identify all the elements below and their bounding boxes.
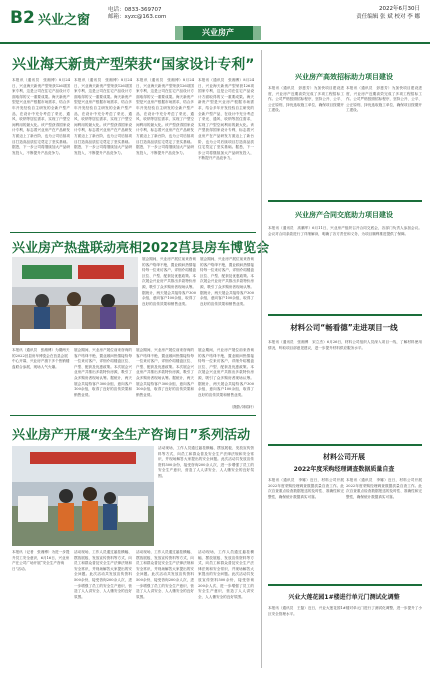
article1-title: 兴业海天新贵产型荣获“国家设计专利” bbox=[12, 57, 255, 73]
right-t1-col1: 本报讯（通讯员 彭惠芳）为加快项目建设进度，兴业房产近期高效完成了多项工程招标工作。公司严格按照招标程序，坚持公开、公平、公正原则，择优选取施工单位，确保项目按期开工建设。 bbox=[268, 86, 344, 113]
section-bar bbox=[268, 314, 422, 316]
article2-col4: 展会期间，兴业房产展位前来咨询的客户络绎不绝，置业顾问热情接待每一位来访客户，详细介绍楼盘区位、户型、配套及优惠政策。本次展会兴业房产共推出多款特价房源，吸引了众多购房者现场认筹。据统计，两天展会共接待客户300余组，意向客户100余组，取得了良好的宣传效果和销售业绩。 bbox=[74, 348, 132, 397]
right-t3: 本报讯（通讯员 张湘博 宋立杰）6月26日，材料公司组织人员深入项目一线，了解材料使用情况，听取项目部意见建议，进一步提升材料供应服务水平。 bbox=[268, 340, 422, 350]
right-t1-col2: 本报讯（通讯员 彭惠芳）为加快项目建设进度，兴业房产近期高效完成了多项工程招标工作。公司严格按照招标程序，坚持公开、公平、公正原则，择优选取施工单位，确保项目按期开工建设。 bbox=[346, 86, 422, 113]
contact-info bbox=[108, 7, 166, 21]
section-bar bbox=[268, 584, 422, 586]
section-title: 兴业之窗 bbox=[38, 13, 91, 28]
banner-decoration-right bbox=[253, 26, 261, 40]
right-h2: 兴业房产合同交底助力项目建设 bbox=[295, 211, 393, 219]
article3-title: 兴业房产开展“安全生产咨询日”系列活动 bbox=[12, 428, 251, 443]
article1-col3: 本报讯（通讯员 张湘博）8月24日，兴业海天新贵产型荣获126项国家专利，这是公司在住宅产品设计方面取得的又一重要成果。海天新贵产型是兴业房产根据市场需求，结合多年开发经验自主研发的全新户型产品，在设计中充分考虑了采光、通风、收纳等居住需求，实现了户型空间利用的最大化。该产型获得国家设计专利，标志着兴业房产在产品研发方面迈上了新台阶，也为公司后续项目打造高品质住宅奠定了坚实基础。据悉，下一步公司将继续加大产品研发投入，不断提升产品竞争力。 bbox=[136, 78, 194, 155]
article2-title: 兴业房产热盘联动亮相2022莒县房车博览会 bbox=[12, 241, 270, 256]
article2-col6: 展会期间，兴业房产展位前来咨询的客户络绎不绝，置业顾问热情接待每一位来访客户，详细介绍楼盘区位、户型、配套及优惠政策。本次展会兴业房产共推出多款特价房源，吸引了众多购房者现场认筹。据统计，两天展会共接待客户300余组，意向客户100余组，取得了良好的宣传效果和销售业绩。 bbox=[198, 348, 254, 397]
right-t4-col2: 本报讯（通讯员 李娜）近日，材料公司开展2022年度采购经理调查数据质量自查工作。此次自查重点检查数据报送的及时性、准确性和完整性，确保统计数据真实可靠。 bbox=[346, 478, 422, 499]
section-banner: 兴业房产 bbox=[183, 26, 253, 40]
page-number: B2 bbox=[10, 8, 35, 28]
article2-caption: 本报讯（通讯员 张湘博）为期两天的2022莒县房车博览会在莒县会展中心开幕，兴业房产旗下多个热销楼盘联合参展，现场人气火爆。 bbox=[12, 348, 70, 369]
date-info bbox=[356, 5, 420, 21]
article2-col2: 展会期间，兴业房产展位前来咨询的客户络绎不绝，置业顾问热情接待每一位来访客户，详细介绍楼盘区位、户型、配套及优惠政策。本次展会兴业房产共推出多款特价房源，吸引了众多购房者现场认筹。据统计，两天展会共接待客户300余组，意向客户100余组，取得了良好的宣传效果和销售业绩。 bbox=[142, 257, 196, 306]
divider bbox=[10, 232, 256, 233]
right-t4-col1: 本报讯（通讯员 李娜）近日，材料公司开展2022年度采购经理调查数据质量自查工作。此次自查重点检查数据报送的及时性、准确性和完整性，确保统计数据真实可靠。 bbox=[268, 478, 344, 499]
right-h3: 材料公司“畅看德”走进项目一线 bbox=[290, 323, 398, 332]
safety-event-photo bbox=[12, 446, 154, 546]
article3-col2: 活动现场，工作人员通过悬挂横幅、摆放展板、发放宣传资料等方式，向员工和群众普及安全生产法律法规和安全常识，并现场解答大家提出的安全问题。此次活动共发放宣传资料500余份，接受咨询200余人次，进一步增强了员工的安全生产意识，营造了人人讲安全、人人懂安全的良好氛围。 bbox=[158, 446, 254, 478]
masthead bbox=[0, 0, 430, 44]
right-t2: 本报讯（通讯员 高鹏军）6月11日，兴业房产组织召开合同交底会，各部门负责人参加会议。会议对合同条款进行了详细解读，明确了各方责任和义务，为项目顺利推进提供了保障。 bbox=[268, 226, 422, 236]
right-h5: 兴业大莲花园1#楼进行单元门测试化调整 bbox=[288, 594, 400, 601]
expo-photo bbox=[12, 257, 138, 345]
article1-col2: 本报讯（通讯员 张湘博）8月24日，兴业海天新贵产型荣获126项国家专利，这是公司在住宅产品设计方面取得的又一重要成果。海天新贵产型是兴业房产根据市场需求，结合多年开发经验自主研发的全新户型产品，在设计中充分考虑了采光、通风、收纳等居住需求，实现了户型空间利用的最大化。该产型获得国家设计专利，标志着兴业房产在产品研发方面迈上了新台阶，也为公司后续项目打造高品质住宅奠定了坚实基础。据悉，下一步公司将继续加大产品研发投入，不断提升产品竞争力。 bbox=[74, 78, 132, 155]
photo-credit: （摄影/刘昭轩） bbox=[229, 405, 256, 409]
article1-col1: 本报讯（通讯员 张湘博）8月24日，兴业海天新贵产型荣获126项国家专利，这是公司在住宅产品设计方面取得的又一重要成果。海天新贵产型是兴业房产根据市场需求，结合多年开发经验自主研发的全新户型产品，在设计中充分考虑了采光、通风、收纳等居住需求，实现了户型空间利用的最大化。该产型获得国家设计专利，标志着兴业房产在产品研发方面迈上了新台阶，也为公司后续项目打造高品质住宅奠定了坚实基础。据悉，下一步公司将继续加大产品研发投入，不断提升产品竞争力。 bbox=[12, 78, 70, 155]
section-bar bbox=[268, 200, 422, 202]
article3-col5: 活动现场，工作人员通过悬挂横幅、摆放展板、发放宣传资料等方式，向员工和群众普及安全生产法律法规和安全常识，并现场解答大家提出的安全问题。此次活动共发放宣传资料500余份，接受咨询200余人次，进一步增强了员工的安全生产意识，营造了人人讲安全、人人懂安全的良好氛围。 bbox=[198, 550, 254, 599]
section-bar bbox=[268, 444, 422, 446]
article2-col3: 展会期间，兴业房产展位前来咨询的客户络绎不绝，置业顾问热情接待每一位来访客户，详细介绍楼盘区位、户型、配套及优惠政策。本次展会兴业房产共推出多款特价房源，吸引了众多购房者现场认筹。据统计，两天展会共接待客户300余组，意向客户100余组，取得了良好的宣传效果和销售业绩。 bbox=[200, 257, 254, 306]
article3-caption: 本报讯（记者 张湘博）为进一步提升员工安全意识，6月16日，兴业房产在公司广场开展“安全生产咨询日”活动。 bbox=[12, 550, 70, 571]
right-h4b: 2022年度采购经理调查数据质量自查 bbox=[293, 466, 395, 473]
date-text: 2022年6月30日 bbox=[379, 6, 420, 12]
phone-text: 电话：0833-369707 bbox=[108, 7, 162, 13]
email-text: 邮箱：xyzc@163.com bbox=[108, 14, 167, 20]
banner-decoration-left bbox=[175, 26, 183, 40]
right-t5: 本报讯（通讯员 王磊）近日，兴业大莲花园1#楼对单元门进行了测试化调整，进一步提升了小区安全管理水平。 bbox=[268, 606, 422, 616]
divider bbox=[10, 415, 256, 416]
editor-text: 责任编辑 张 斌 校对 李 娜 bbox=[356, 14, 420, 20]
right-h4a: 材料公司开展 bbox=[323, 453, 365, 461]
article2-col5: 展会期间，兴业房产展位前来咨询的客户络绎不绝，置业顾问热情接待每一位来访客户，详细介绍楼盘区位、户型、配套及优惠政策。本次展会兴业房产共推出多款特价房源，吸引了众多购房者现场认筹。据统计，两天展会共接待客户300余组，意向客户100余组，取得了良好的宣传效果和销售业绩。 bbox=[136, 348, 194, 397]
article1-col4: 本报讯（通讯员 张湘博）8月24日，兴业海天新贵产型荣获126项国家专利，这是公司在住宅产品设计方面取得的又一重要成果。海天新贵产型是兴业房产根据市场需求，结合多年开发经验自主研发的全新户型产品，在设计中充分考虑了采光、通风、收纳等居住需求，实现了户型空间利用的最大化。该产型获得国家设计专利，标志着兴业房产在产品研发方面迈上了新台阶，也为公司后续项目打造高品质住宅奠定了坚实基础。据悉，下一步公司将继续加大产品研发投入，不断提升产品竞争力。 bbox=[198, 78, 254, 161]
right-h1: 兴业房产高效招标助力项目建设 bbox=[295, 73, 393, 81]
article3-col4: 活动现场，工作人员通过悬挂横幅、摆放展板、发放宣传资料等方式，向员工和群众普及安全生产法律法规和安全常识，并现场解答大家提出的安全问题。此次活动共发放宣传资料500余份，接受咨询200余人次，进一步增强了员工的安全生产意识，营造了人人讲安全、人人懂安全的良好氛围。 bbox=[136, 550, 194, 599]
column-divider bbox=[261, 50, 262, 668]
article3-col3: 活动现场，工作人员通过悬挂横幅、摆放展板、发放宣传资料等方式，向员工和群众普及安全生产法律法规和安全常识，并现场解答大家提出的安全问题。此次活动共发放宣传资料500余份，接受咨询200余人次，进一步增强了员工的安全生产意识，营造了人人讲安全、人人懂安全的良好氛围。 bbox=[74, 550, 132, 599]
